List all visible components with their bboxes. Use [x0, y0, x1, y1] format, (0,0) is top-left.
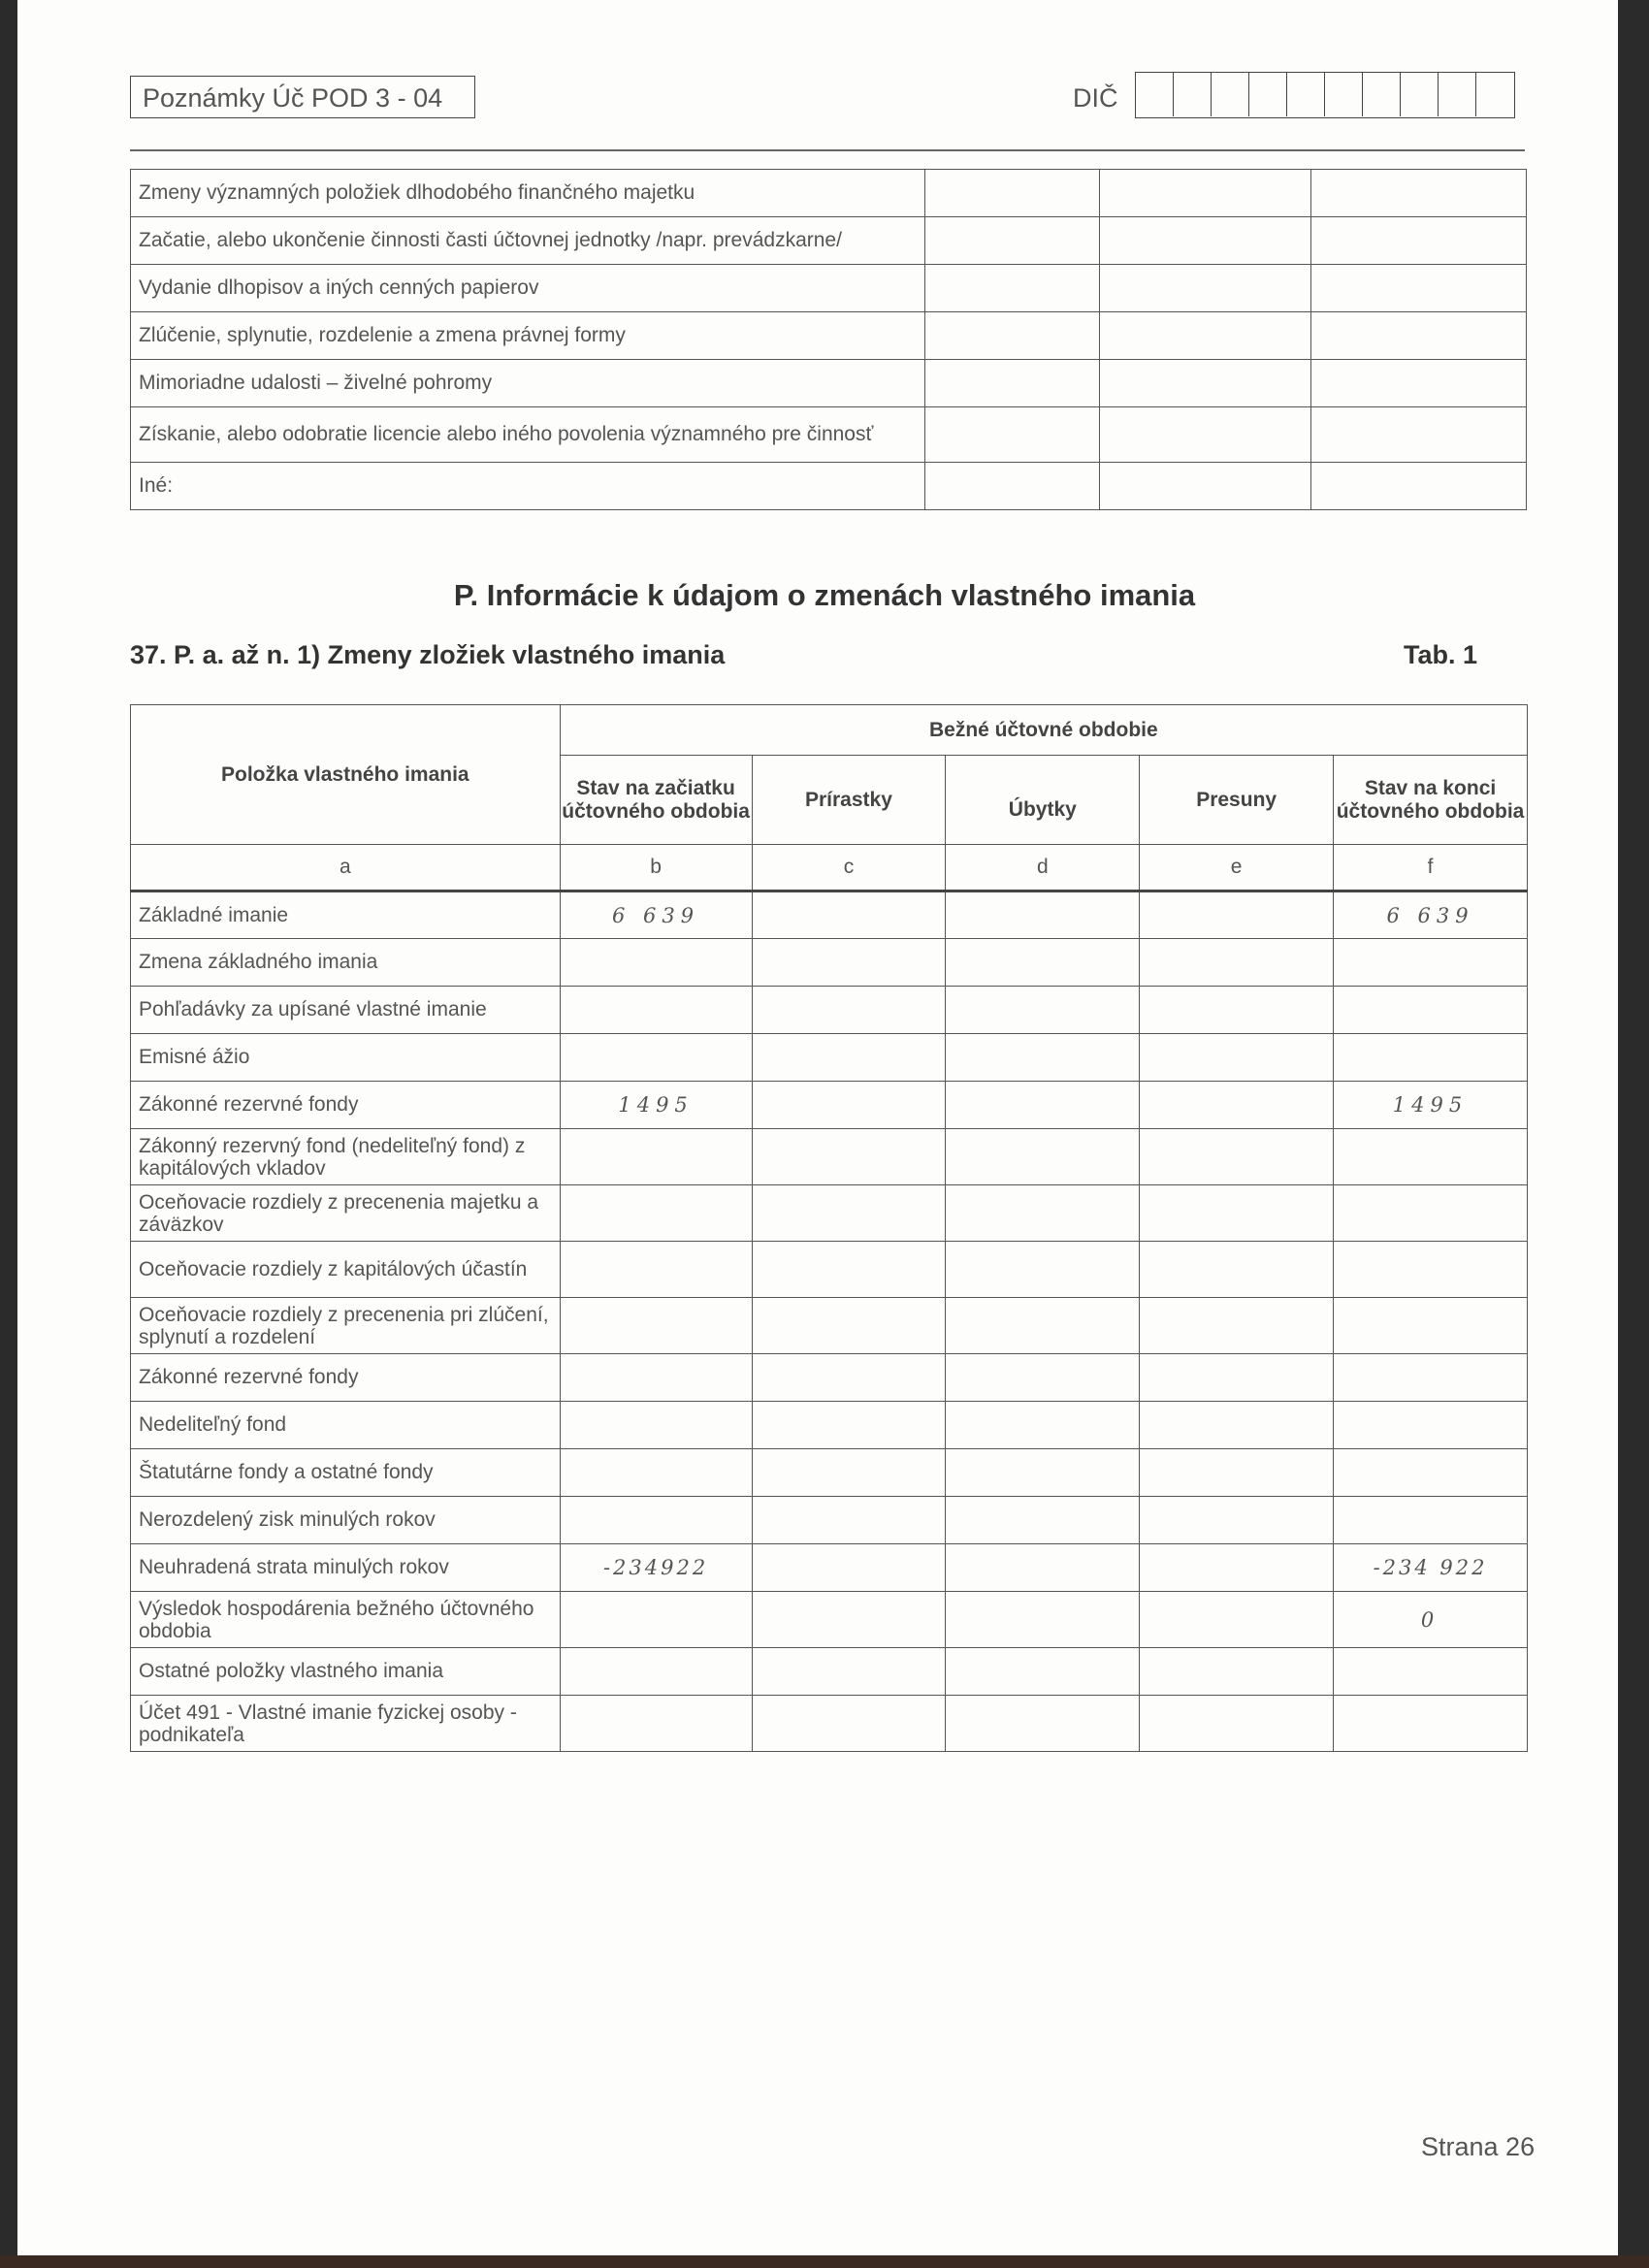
- row-label: Zlúčenie, splynutie, rozdelenie a zmena právnej formy: [131, 312, 925, 360]
- table-row: [131, 1648, 1528, 1696]
- row-label: Pohľadávky za upísané vlastné imanie: [131, 987, 561, 1034]
- value-b[interactable]: [560, 1129, 752, 1185]
- value-b[interactable]: [560, 1354, 752, 1402]
- row-label: Získanie, alebo odobratie licencie alebo iného povolenia významného pre činnosť: [131, 407, 925, 463]
- table-row: [131, 1497, 1528, 1544]
- col-letter: c: [752, 845, 946, 891]
- value-f[interactable]: 6 639: [1334, 891, 1528, 939]
- page-number: Strana 26: [1421, 2132, 1536, 2161]
- header-rule: [130, 149, 1525, 151]
- table-row: [131, 1129, 1528, 1185]
- equity-table: [130, 704, 1528, 1752]
- row-label: Oceňovacie rozdiely z kapitálových účastín: [131, 1242, 561, 1298]
- dic-box[interactable]: [1136, 73, 1174, 116]
- col-header-b: Stav na začiatku účtovného obdobia: [560, 756, 752, 845]
- value-f[interactable]: [1334, 1449, 1528, 1497]
- value-f[interactable]: [1334, 1298, 1528, 1354]
- table-row: [131, 312, 1527, 360]
- row-label: Vydanie dlhopisov a iných cenných papierov: [131, 265, 925, 312]
- value-f[interactable]: [1334, 939, 1528, 987]
- scan-edge-right: [1618, 0, 1649, 2268]
- row-label: Zmena základného imania: [131, 939, 561, 987]
- value-f[interactable]: [1334, 1497, 1528, 1544]
- table-row: [131, 360, 1527, 407]
- value-b[interactable]: [560, 1185, 752, 1242]
- row-label: Ostatné položky vlastného imania: [131, 1648, 561, 1696]
- value-b[interactable]: [560, 1696, 752, 1752]
- table-row: [131, 1298, 1528, 1354]
- table-row: [131, 407, 1527, 463]
- table-row: [131, 1592, 1528, 1648]
- row-label: Emisné ážio: [131, 1034, 561, 1082]
- table-row: [131, 1082, 1528, 1129]
- value-f[interactable]: [1334, 987, 1528, 1034]
- value-b[interactable]: [560, 1648, 752, 1696]
- row-label: Štatutárne fondy a ostatné fondy: [131, 1449, 561, 1497]
- dic-box[interactable]: [1363, 73, 1401, 116]
- row-label: Oceňovacie rozdiely z precenenia pri zlúčení, splynutí a rozdelení: [131, 1298, 561, 1354]
- col-letter: b: [560, 845, 752, 891]
- value-b[interactable]: -234922: [560, 1544, 752, 1592]
- row-label: Zákonné rezervné fondy: [131, 1082, 561, 1129]
- value-b[interactable]: [560, 939, 752, 987]
- col-header-d: Úbytky: [946, 756, 1140, 845]
- dic-box[interactable]: [1249, 73, 1287, 116]
- scan-edge-bottom: [0, 2255, 1649, 2268]
- period-header: Bežné účtovné obdobie: [560, 705, 1527, 756]
- table-row: [131, 891, 1528, 939]
- section-title: P. Informácie k údajom o zmenách vlastného imania: [453, 578, 1196, 612]
- scan-edge-left: [0, 0, 17, 2268]
- dic-box[interactable]: [1287, 73, 1325, 116]
- value-b[interactable]: [560, 1298, 752, 1354]
- tab-label: Tab. 1: [1404, 640, 1478, 669]
- row-label: Základné imanie: [131, 891, 561, 939]
- value-f[interactable]: 0: [1334, 1592, 1528, 1648]
- row-label: Zmeny významných položiek dlhodobého finančného majetku: [131, 170, 925, 217]
- row-label: Výsledok hospodárenia bežného účtovného obdobia: [131, 1592, 561, 1648]
- table-row: [131, 1402, 1528, 1449]
- col-header-c: Prírastky: [752, 756, 946, 845]
- table-row: [131, 1242, 1528, 1298]
- col-letter: a: [131, 845, 561, 891]
- row-label: Oceňovacie rozdiely z precenenia majetku a záväzkov: [131, 1185, 561, 1242]
- row-label: Zákonný rezervný fond (nedeliteľný fond) z kapitálových vkladov: [131, 1129, 561, 1185]
- col-header-e: Presuny: [1140, 756, 1334, 845]
- form-id: Poznámky Úč POD 3 - 04: [130, 76, 475, 118]
- value-b[interactable]: 1495: [560, 1082, 752, 1129]
- table-row: [131, 1696, 1528, 1752]
- value-f[interactable]: [1334, 1034, 1528, 1082]
- value-f[interactable]: [1334, 1696, 1528, 1752]
- dic-box[interactable]: [1212, 73, 1249, 116]
- subsection-title: 37. P. a. až n. 1) Zmeny zložiek vlastného imania: [130, 640, 726, 669]
- table-row: [131, 1034, 1528, 1082]
- value-f[interactable]: [1334, 1402, 1528, 1449]
- row-label: Iné:: [131, 463, 925, 510]
- col-letter: f: [1334, 845, 1528, 891]
- value-b[interactable]: [560, 1034, 752, 1082]
- row-label: Zákonné rezervné fondy: [131, 1354, 561, 1402]
- value-b[interactable]: [560, 1402, 752, 1449]
- row-label: Mimoriadne udalosti – živelné pohromy: [131, 360, 925, 407]
- value-b[interactable]: [560, 1592, 752, 1648]
- row-label: Neuhradená strata minulých rokov: [131, 1544, 561, 1592]
- value-f[interactable]: [1334, 1242, 1528, 1298]
- value-f[interactable]: 1495: [1334, 1082, 1528, 1129]
- dic-boxes: [1135, 72, 1515, 118]
- col-header-f: Stav na konci účtovného obdobia: [1334, 756, 1528, 845]
- table-row: [131, 170, 1527, 217]
- table-row: [131, 1449, 1528, 1497]
- dic-box[interactable]: [1401, 73, 1439, 116]
- col-header-item: Položka vlastného imania: [131, 705, 561, 845]
- table-row: [131, 1185, 1528, 1242]
- table-row: [131, 1544, 1528, 1592]
- value-f[interactable]: [1334, 1648, 1528, 1696]
- value-f[interactable]: [1334, 1129, 1528, 1185]
- letters-row: [131, 845, 1528, 891]
- dic-box[interactable]: [1174, 73, 1212, 116]
- dic-box[interactable]: [1439, 73, 1476, 116]
- row-label: Nedeliteľný fond: [131, 1402, 561, 1449]
- dic-box[interactable]: [1325, 73, 1363, 116]
- table-row: [131, 987, 1528, 1034]
- table-row: [131, 463, 1527, 510]
- row-label: Účet 491 - Vlastné imanie fyzickej osoby - podnikateľa: [131, 1696, 561, 1752]
- value-f[interactable]: [1334, 1185, 1528, 1242]
- table-row: [131, 1354, 1528, 1402]
- row-label: Začatie, alebo ukončenie činnosti časti účtovnej jednotky /napr. prevádzkarne/: [131, 217, 925, 265]
- dic-label: DIČ: [1073, 83, 1118, 113]
- row-label: Nerozdelený zisk minulých rokov: [131, 1497, 561, 1544]
- dic-box[interactable]: [1476, 73, 1514, 116]
- col-letter: d: [946, 845, 1140, 891]
- value-b[interactable]: [560, 1497, 752, 1544]
- value-f[interactable]: [1334, 1354, 1528, 1402]
- value-b[interactable]: [560, 1449, 752, 1497]
- table-row: [131, 265, 1527, 312]
- value-b[interactable]: 6 639: [560, 891, 752, 939]
- value-b[interactable]: [560, 987, 752, 1034]
- table-row: [131, 939, 1528, 987]
- events-table: [130, 169, 1527, 510]
- value-b[interactable]: [560, 1242, 752, 1298]
- table-row: [131, 217, 1527, 265]
- col-letter: e: [1140, 845, 1334, 891]
- value-f[interactable]: -234 922: [1334, 1544, 1528, 1592]
